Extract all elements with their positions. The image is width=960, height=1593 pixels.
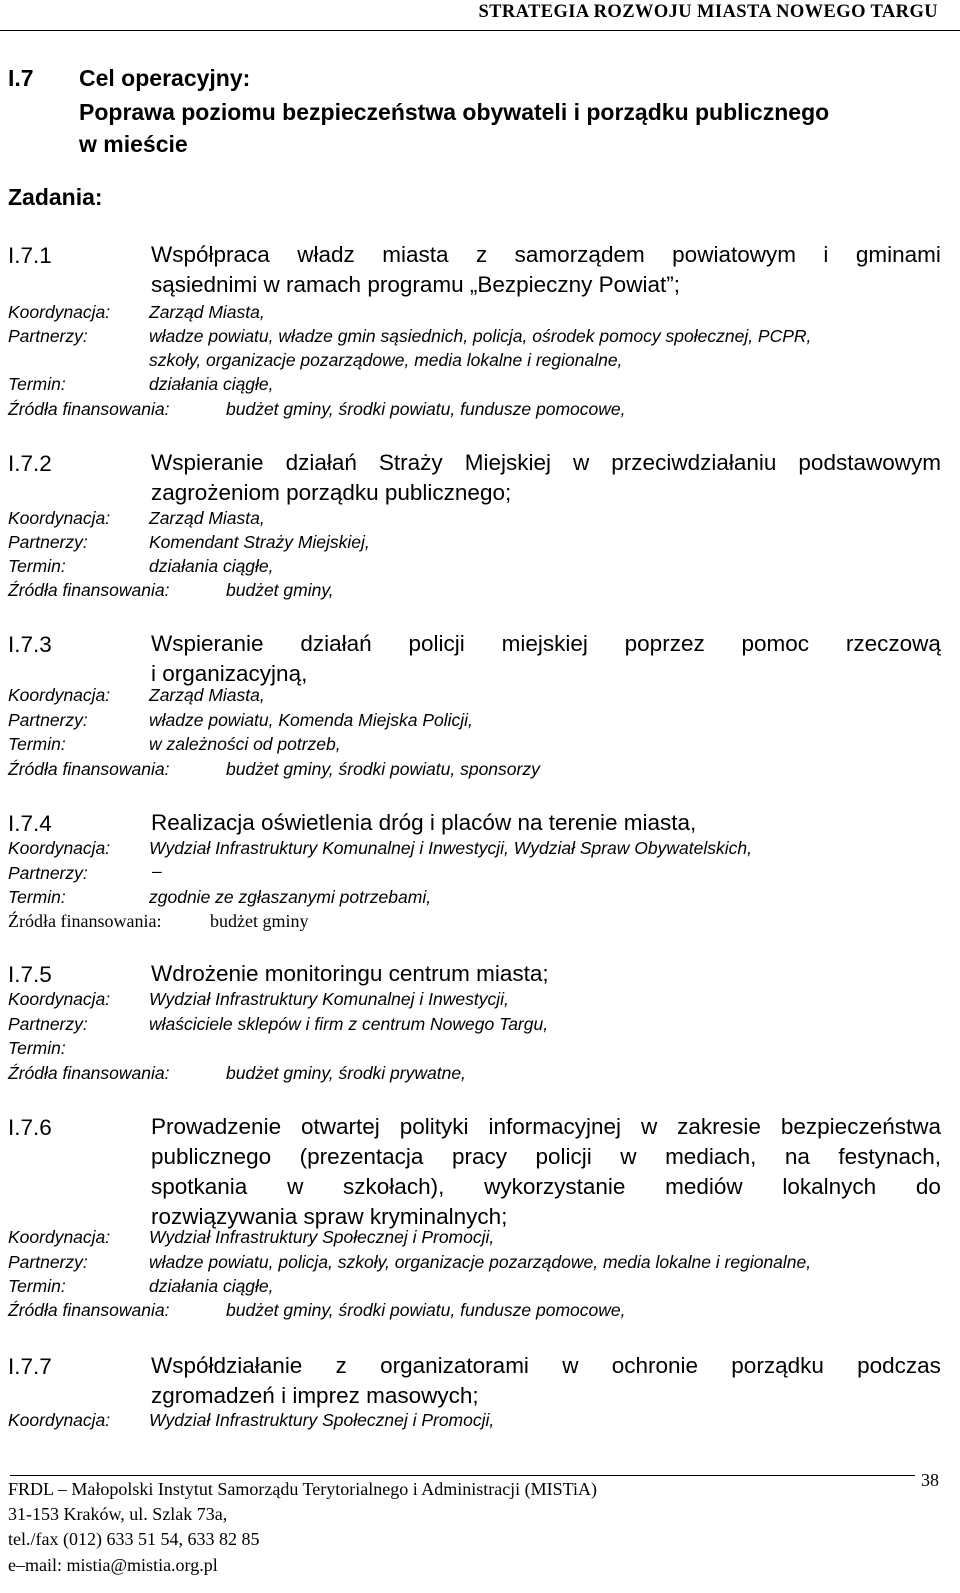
term-label: Termin:: [8, 734, 66, 754]
partners-label: Partnerzy:: [8, 326, 88, 346]
coord-label: Koordynacja:: [8, 989, 111, 1009]
word: pomoc: [741, 631, 810, 656]
word: poprzez: [624, 631, 705, 656]
term-label: Termin:: [8, 374, 66, 394]
section-number: I.7: [8, 65, 34, 91]
word: wykorzystanie: [484, 1174, 626, 1199]
partners-value-cont: szkoły, organizacje pozarządowe, media lokalne i regionalne,: [149, 350, 623, 370]
word: działań: [285, 450, 357, 475]
word: podstawowym: [798, 450, 941, 475]
word: policji: [535, 1144, 592, 1169]
funding-value: budżet gminy, środki powiatu, fundusze pomocowe,: [226, 1300, 626, 1320]
coord-label: Koordynacja:: [8, 685, 111, 705]
task-number: I.7.1: [8, 243, 52, 268]
word: zakresie: [677, 1114, 761, 1139]
coord-value: Zarząd Miasta,: [149, 508, 265, 528]
coord-label: Koordynacja:: [8, 508, 111, 528]
footer-address: 31-153 Kraków, ul. Szlak 73a,: [8, 1504, 228, 1524]
partners-value: władze powiatu, policja, szkoły, organizacje pozarządowe, media lokalne i regionalne,: [149, 1252, 812, 1272]
word: podczas: [857, 1353, 941, 1378]
task-number: I.7.2: [8, 451, 52, 476]
word: publicznego: [151, 1144, 272, 1169]
word: polityki: [399, 1114, 469, 1139]
coord-value: Zarząd Miasta,: [149, 685, 265, 705]
coord-value: Zarząd Miasta,: [149, 302, 265, 322]
word: na: [784, 1144, 810, 1169]
coord-value: Wydział Infrastruktury Społecznej i Promocji,: [149, 1410, 495, 1430]
word: festynach,: [838, 1144, 941, 1169]
word: powiatowym: [672, 242, 796, 267]
term-value: działania ciągłe,: [149, 374, 274, 394]
word: miejskiej: [501, 631, 588, 656]
word: szkołach),: [343, 1174, 445, 1199]
word: w: [620, 1144, 637, 1169]
coord-value: Wydział Infrastruktury Komunalnej i Inwestycji,: [149, 989, 509, 1009]
task-line: [151, 1112, 941, 1142]
funding-value: budżet gminy,: [226, 580, 334, 600]
term-value: działania ciągłe,: [149, 556, 274, 576]
funding-label: Źródła finansowania:: [8, 911, 162, 931]
word: miasta: [382, 242, 449, 267]
task-description: [151, 808, 941, 838]
section-title-line3: w mieście: [79, 131, 188, 157]
word: w: [287, 1174, 304, 1199]
footer-phone: tel./fax (012) 633 51 54, 633 82 85: [8, 1529, 260, 1549]
term-value: w zależności od potrzeb,: [149, 734, 341, 754]
partners-value: właściciele sklepów i firm z centrum Nowego Targu,: [149, 1014, 549, 1034]
funding-label: Źródła finansowania:: [8, 759, 170, 779]
word: gminami: [855, 242, 941, 267]
task-line: [151, 629, 941, 659]
task-description: [151, 240, 941, 300]
word: bezpieczeństwa: [780, 1114, 941, 1139]
word: działań: [300, 631, 372, 656]
task-number: I.7.6: [8, 1115, 52, 1140]
term-label: Termin:: [8, 1038, 66, 1058]
word: w: [562, 1353, 579, 1378]
coord-value: Wydział Infrastruktury Społecznej i Promocji,: [149, 1227, 495, 1247]
task-line: zagrożeniom porządku publicznego;: [151, 480, 512, 505]
term-label: Termin:: [8, 887, 66, 907]
term-label: Termin:: [8, 556, 66, 576]
task-number: I.7.3: [8, 632, 52, 657]
word: w: [573, 450, 590, 475]
task-line: sąsiednimi w ramach programu „Bezpieczny Powiat”;: [151, 272, 680, 297]
coord-label: Koordynacja:: [8, 302, 111, 322]
word: Miejskiej: [464, 450, 551, 475]
partners-label: Partnerzy:: [8, 532, 88, 552]
term-label: Termin:: [8, 1276, 66, 1296]
word: ochronie: [611, 1353, 699, 1378]
word: władz: [297, 242, 355, 267]
section-title-line2: Poprawa poziomu bezpieczeństwa obywateli i porządku publicznego: [79, 99, 830, 125]
word: przeciwdziałaniu: [611, 450, 777, 475]
word: porządku: [731, 1353, 824, 1378]
partners-label: Partnerzy:: [8, 863, 88, 883]
coord-value: Wydział Infrastruktury Komunalnej i Inwestycji, Wydział Spraw Obywatelskich,: [149, 838, 752, 858]
word: organizatorami: [380, 1353, 529, 1378]
task-line: [151, 1142, 941, 1172]
funding-label: Źródła finansowania:: [8, 1300, 170, 1320]
partners-value: władze powiatu, władze gmin sąsiednich, policja, ośrodek pomocy społecznej, PCPR,: [149, 326, 812, 346]
word: z: [335, 1353, 347, 1378]
tasks-heading: Zadania:: [8, 184, 103, 210]
footer-email: e–mail: mistia@mistia.org.pl: [8, 1555, 218, 1575]
word: otwartej: [301, 1114, 380, 1139]
word: w: [640, 1114, 658, 1139]
document-header-title: STRATEGIA ROZWOJU MIASTA NOWEGO TARGU: [478, 2, 938, 22]
task-line: [151, 448, 941, 478]
funding-value: budżet gminy, środki prywatne,: [226, 1063, 466, 1083]
section-title-line1: Cel operacyjny:: [79, 65, 251, 91]
word: (prezentacja: [299, 1144, 424, 1169]
task-line: i organizacyjną,: [151, 661, 308, 686]
partners-value: Komendant Straży Miejskiej,: [149, 532, 370, 552]
coord-label: Koordynacja:: [8, 838, 111, 858]
word: i: [823, 242, 829, 267]
term-value: zgodnie ze zgłaszanymi potrzebami,: [149, 887, 432, 907]
funding-label: Źródła finansowania:: [8, 580, 170, 600]
task-line: rozwiązywania spraw kryminalnych;: [151, 1204, 508, 1229]
task-line: Wdrożenie monitoringu centrum miasta;: [151, 961, 549, 986]
funding-value: budżet gminy, środki powiatu, fundusze pomocowe,: [226, 399, 626, 419]
word: rzeczową: [845, 631, 941, 656]
partners-label: Partnerzy:: [8, 1252, 88, 1272]
running-header: [0, 0, 960, 31]
partners-label: Partnerzy:: [8, 1014, 88, 1034]
word: Wspieranie: [151, 450, 264, 475]
funding-label: Źródła finansowania:: [8, 1063, 170, 1083]
word: Współdziałanie: [151, 1353, 303, 1378]
task-line: Realizacja oświetlenia dróg i placów na terenie miasta,: [151, 810, 697, 835]
term-value: działania ciągłe,: [149, 1276, 274, 1296]
task-description: [151, 1112, 941, 1232]
word: pracy: [451, 1144, 507, 1169]
coord-label: Koordynacja:: [8, 1227, 111, 1247]
word: informacyjnej: [488, 1114, 622, 1139]
word: policji: [408, 631, 465, 656]
word: lokalnych: [782, 1174, 877, 1199]
footer-rule: [10, 1475, 915, 1476]
word: Prowadzenie: [151, 1114, 282, 1139]
funding-value: budżet gminy: [210, 911, 309, 931]
funding-label: Źródła finansowania:: [8, 399, 170, 419]
task-description: [151, 629, 941, 689]
word: samorządem: [514, 242, 645, 267]
word: mediach,: [665, 1144, 757, 1169]
word: Wspieranie: [151, 631, 264, 656]
partners-label: Partnerzy:: [8, 710, 88, 730]
word: Straży: [378, 450, 443, 475]
task-number: I.7.4: [8, 811, 52, 836]
partners-value: władze powiatu, Komenda Miejska Policji,: [149, 710, 473, 730]
task-description: [151, 1351, 941, 1411]
word: mediów: [665, 1174, 743, 1199]
task-description: [151, 959, 941, 989]
task-line: [151, 240, 941, 270]
word: do: [915, 1174, 941, 1199]
task-line: [151, 1172, 941, 1202]
page-number: 38: [921, 1470, 939, 1490]
coord-label: Koordynacja:: [8, 1410, 111, 1430]
funding-value: budżet gminy, środki powiatu, sponsorzy: [226, 759, 540, 779]
task-line: zgromadzeń i imprez masowych;: [151, 1383, 479, 1408]
word: Współpraca: [151, 242, 270, 267]
task-description: [151, 448, 941, 508]
partners-value: –: [152, 861, 162, 881]
footer-institute: FRDL – Małopolski Instytut Samorządu Terytorialnego i Administracji (MISTiA): [8, 1479, 598, 1499]
task-line: [151, 1351, 941, 1381]
word: z: [475, 242, 488, 267]
task-number: I.7.5: [8, 962, 52, 987]
task-number: I.7.7: [8, 1354, 52, 1379]
word: spotkania: [151, 1174, 248, 1199]
